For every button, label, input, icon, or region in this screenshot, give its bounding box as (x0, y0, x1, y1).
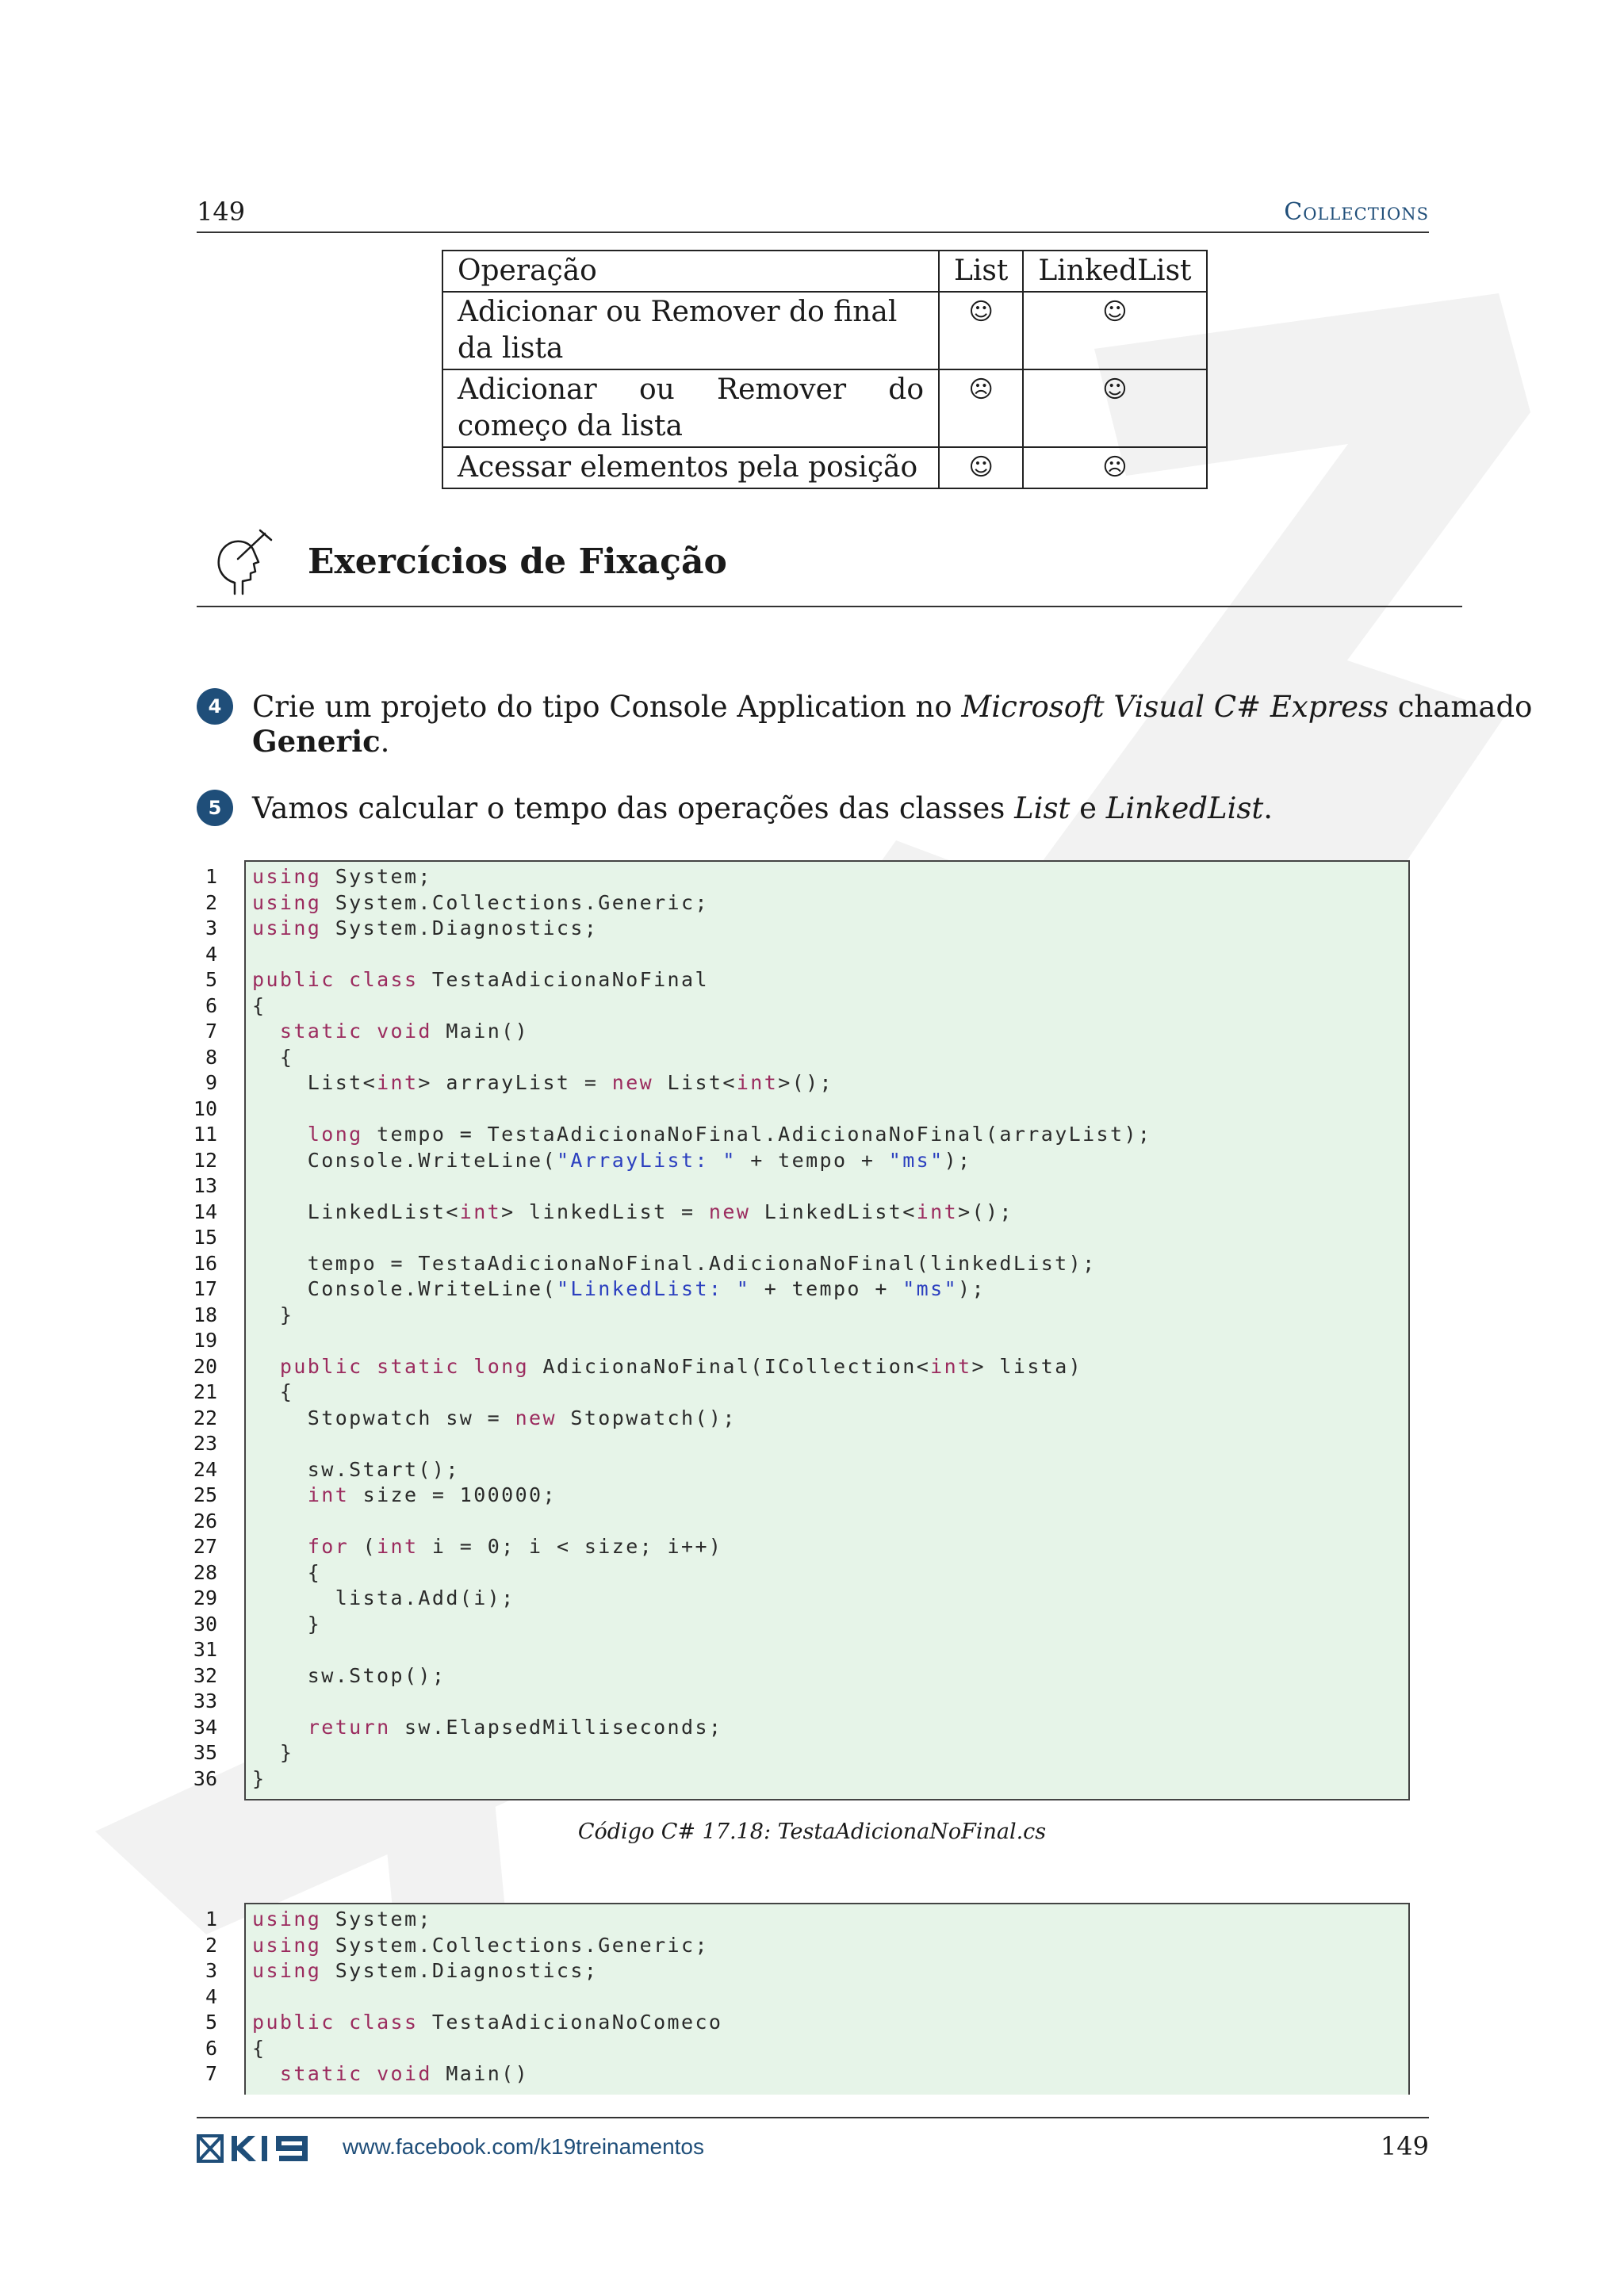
code-text: using System; using System.Collections.Generic; using System.Diagnostics; public class TestaAdicionaNoFinal { static void Main() { List<int> arrayList = new List<int>(); long tempo = TestaAdicionaNoFinal.AdicionaNoFinal(arrayList); Console.WriteLine("ArrayList: " + tempo + "ms"); LinkedList<int> linkedList = new LinkedList<int>(); tempo = TestaAdicionaNoFinal.AdicionaNoFinal(linkedList); Console.WriteLine("LinkedList: " + tempo + "ms"); } public static long AdicionaNoFinal(ICollection<int> lista) { Stopwatch sw = new Stopwatch(); sw.Start(); int size = 100000; for (int i = 0; i < size; i++) { lista.Add(i); } sw.Stop(); return sw.ElapsedMilliseconds; } } (252, 865, 1152, 1790)
k19-logo-icon (197, 2133, 320, 2164)
exercise-text: Vamos calcular o tempo das operações das classes List e LinkedList. (252, 791, 1274, 825)
header-page-number: 149 (197, 197, 246, 227)
code-listing (244, 860, 1410, 1800)
header-chapter-title: Collections (1284, 198, 1429, 226)
code-text: using System; using System.Collections.Generic; using System.Diagnostics; public class TestaAdicionaNoComeco { static void Main() (252, 1908, 723, 2085)
smiley-icon: ☺ (939, 292, 1023, 369)
footer-rule (197, 2117, 1429, 2118)
operation-cell: Adicionar ou Remover do começo da lista (442, 369, 939, 447)
header-rule (197, 232, 1429, 233)
table-header-row (442, 251, 1207, 292)
operation-cell: Adicionar ou Remover do final da lista (442, 292, 939, 369)
line-numbers: 1 2 3 4 5 6 7 (205, 1908, 217, 2085)
smiley-icon: ☺ (1023, 369, 1206, 447)
table-row (442, 447, 1207, 488)
exercise-number-badge: 5 (197, 790, 233, 826)
footer-page-number: 149 (1380, 2131, 1429, 2161)
line-numbers: 1 2 3 4 5 6 7 8 9 10 11 12 13 14 15 16 17 18 19 20 21 22 23 24 25 26 27 28 29 30 31 32 33 34 35 36 (193, 865, 217, 1790)
section-rule (197, 606, 1462, 607)
exercise-text: Crie um projeto do tipo Console Application no Microsoft Visual C# Express chamado Generic. (252, 690, 1533, 759)
table-row (442, 369, 1207, 447)
exercise-number-badge: 4 (197, 688, 233, 725)
footer-url-link[interactable]: www.facebook.com/k19treinamentos (343, 2134, 704, 2159)
smiley-icon: ☺ (1023, 292, 1206, 369)
operation-cell: Acessar elementos pela posição (442, 447, 939, 488)
frown-icon: ☹ (1023, 447, 1206, 488)
smiley-icon: ☺ (939, 447, 1023, 488)
section-title: Exercícios de Fixação (308, 541, 727, 582)
table-header-cell: LinkedList (1023, 251, 1206, 292)
table-header-cell: Operação (442, 251, 939, 292)
table-row (442, 292, 1207, 369)
frown-icon: ☹ (939, 369, 1023, 447)
code-caption: Código C# 17.18: TestaAdicionaNoFinal.cs (577, 1820, 1047, 1844)
code-listing (244, 1903, 1410, 2095)
comparison-table (442, 250, 1208, 489)
table-header-cell: List (939, 251, 1023, 292)
student-thinking-icon (211, 527, 274, 599)
